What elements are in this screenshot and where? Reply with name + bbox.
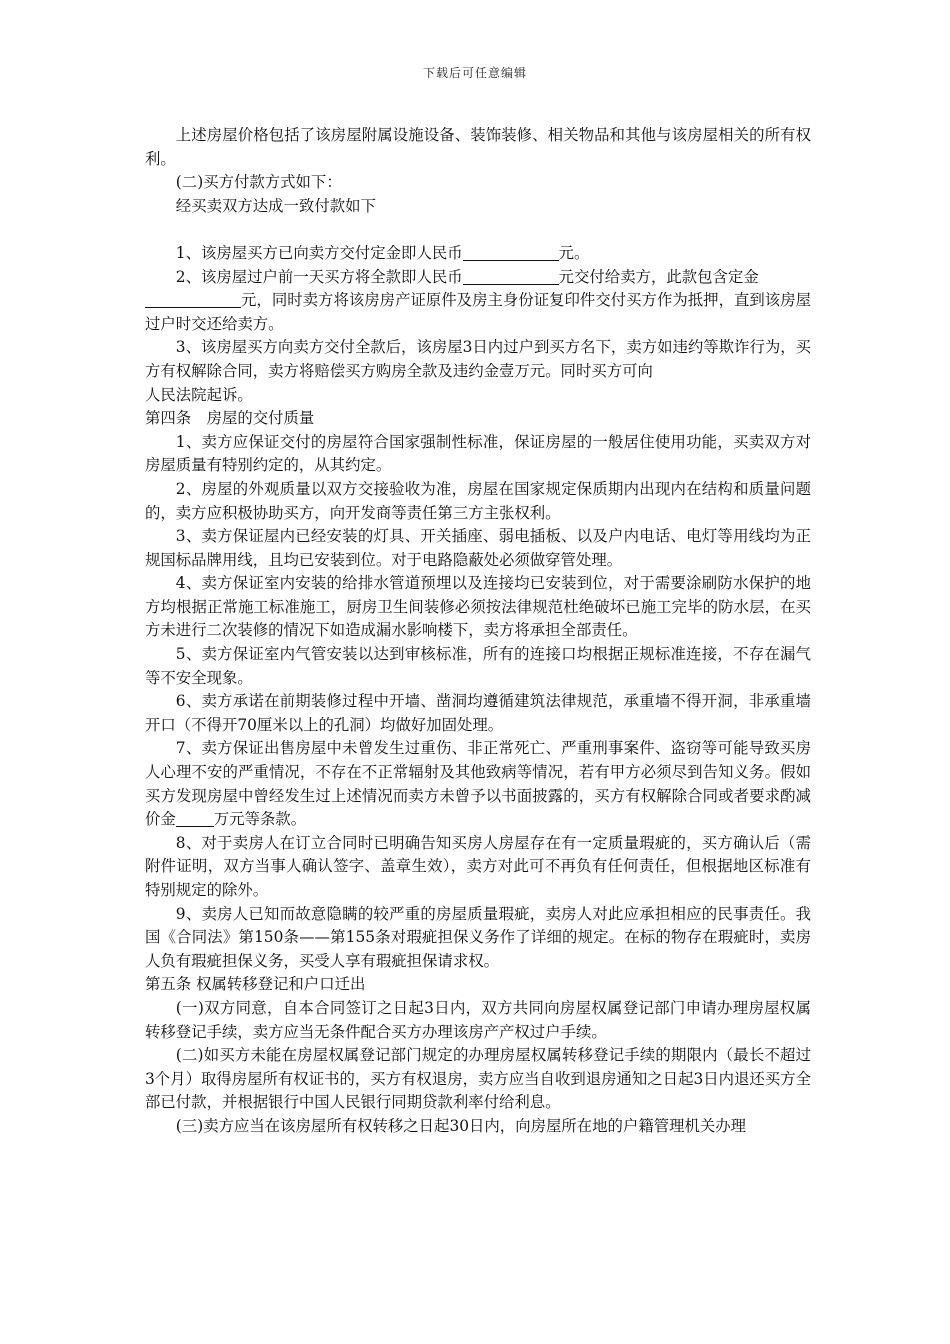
payment-method-title: (二)买方付款方式如下：: [175, 173, 342, 192]
article-4-item-5: 5、卖方保证室内气管安装以达到审核标准，所有的连接口均根据正规标准连接，不存在漏气等不安全现象。: [145, 645, 811, 687]
article-4-item-8: 8、对于卖房人在订立合同时已明确告知买房人房屋存在有一定质量瑕疵的，买方确认后（需附件证明，双方当事人确认签字、盖章生效），卖方对此可不再负有任何责任，但根据地区标准有特别规定的除外。: [145, 833, 811, 899]
article-4-item-3: 3、卖方保证屋内已经安装的灯具、开关插座、弱电插板、以及户内电话、电灯等用线均为正规国标品牌用线，且均已安装到位。对于电路隐蔽处必须做穿管处理。: [145, 527, 811, 569]
document-body: [145, 124, 811, 1139]
article-5-item-2: (二)如买方未能在房屋权属登记部门规定的办理房屋权属转移登记手续的期限内（最长不超过3个月）取得房屋所有权证书的，买方有权退房，卖方应当自收到退房通知之日起3日内退还买方全部已付款，并根据银行中国人民银行同期贷款利率付给利息。: [145, 1046, 811, 1112]
payment-item-2: [145, 266, 811, 337]
payment-item-1: [145, 242, 811, 266]
payment-agreement-line: 经买卖双方达成一致付款如下: [175, 196, 376, 215]
payment-item-3-court: 人民法院起诉。: [145, 385, 253, 404]
payment-item-3-text: 3、该房屋买方向卖方交付全款后，该房屋3日内过户到买方名下，卖方如违约等欺诈行为，买方有权解除合同，卖方将赔偿买方购房全款及违约金壹万元。同时买方可向: [145, 338, 812, 380]
payment-item-1-unit: 元。: [558, 243, 590, 262]
article-5-item-1: (一)双方同意，自本合同签订之日起3日内，双方共同向房屋权属登记部门申请办理房屋权属转移登记手续，卖方应当无条件配合买方办理该房产产权过户手续。: [145, 998, 811, 1041]
full-payment-blank: [463, 268, 559, 285]
article-4-item-2: 2、房屋的外观质量以双方交接验收为准，房屋在国家规定保质期内出现内在结构和质量问题的，卖方应积极协助买方，向开发商等责任第三方主张权利。: [145, 479, 811, 522]
article-5-item-3: (三)卖方应当在该房屋所有权转移之日起30日内，向房屋所在地的户籍管理机关办理: [175, 1116, 747, 1135]
included-deposit-blank: [145, 291, 241, 308]
payment-item-2-text-b: 元交付给卖方，此款包含定金: [558, 267, 759, 286]
payment-item-2-text: 2、该房屋过户前一天买方将全款即人民币: [175, 267, 463, 286]
payment-item-1-text: 1、该房屋买方已向卖方交付定金即人民币: [175, 243, 463, 262]
article-5-title: 第五条 权属转移登记和户口迁出: [145, 975, 366, 994]
article-4-item-7-text: 7、卖方保证出售房屋中未曾发生过重伤、非正常死亡、严重刑事案件、盗窃等可能导致买房人心理不安的严重情况，不存在不正常辐射及其他致病等情况，若有甲方必须尽到告知义务。假如买方发现房屋中曾经发生过上述情况而卖方未曾予以书面披露的，买方有权解除合同或者要求酌减价金: [145, 739, 811, 829]
article-4-item-9: 9、卖房人已知而故意隐瞒的较严重的房屋质量瑕疵，卖房人对此应承担相应的民事责任。我国《合同法》第150条——第155条对瑕疵担保义务作了详细的规定。在标的物存在瑕疵时，卖房人负有瑕疵担保义务，买受人享有瑕疵担保请求权。: [145, 904, 811, 970]
article-4-item-4: 4、卖方保证室内安装的给排水管道预埋以及连接均已安装到位，对于需要涂刷防水保护的地方均根据正常施工标准施工，厨房卫生间装修必须按法律规范杜绝破坏已施工完毕的防水层，在买方未进行二次装修的情况下如造成漏水影响楼下，卖方将承担全部责任。: [145, 574, 811, 640]
article-4-item-6: 6、卖方承诺在前期装修过程中开墙、凿洞均遵循建筑法律规范，承重墙不得开洞，非承重墙开口（不得开70厘米以上的孔洞）均做好加固处理。: [145, 692, 811, 734]
page-header: 下载后可任意编辑: [422, 66, 527, 80]
article-4-item-7-unit: 万元等条款。: [213, 810, 307, 829]
article-4-title: 第四条 房屋的交付质量: [145, 409, 315, 428]
article-4-item-7: [145, 737, 811, 831]
deposit-amount-blank: [463, 244, 559, 261]
price-reduction-blank: [176, 810, 214, 827]
article-4-item-1: 1、卖方应保证交付的房屋符合国家强制性标准，保证房屋的一般居住使用功能，买卖双方对房屋质量有特别约定的，从其约定。: [145, 432, 811, 475]
payment-item-3: [145, 336, 811, 407]
price-scope-paragraph: 上述房屋价格包括了该房屋附属设施设备、装饰装修、相关物品和其他与该房屋相关的所有权利。: [145, 126, 811, 168]
payment-item-2-text-c: 元，同时卖方将该房房产证原件及房主身份证复印件交付买方作为抵押，直到该房屋过户时交还给卖方。: [145, 291, 811, 333]
